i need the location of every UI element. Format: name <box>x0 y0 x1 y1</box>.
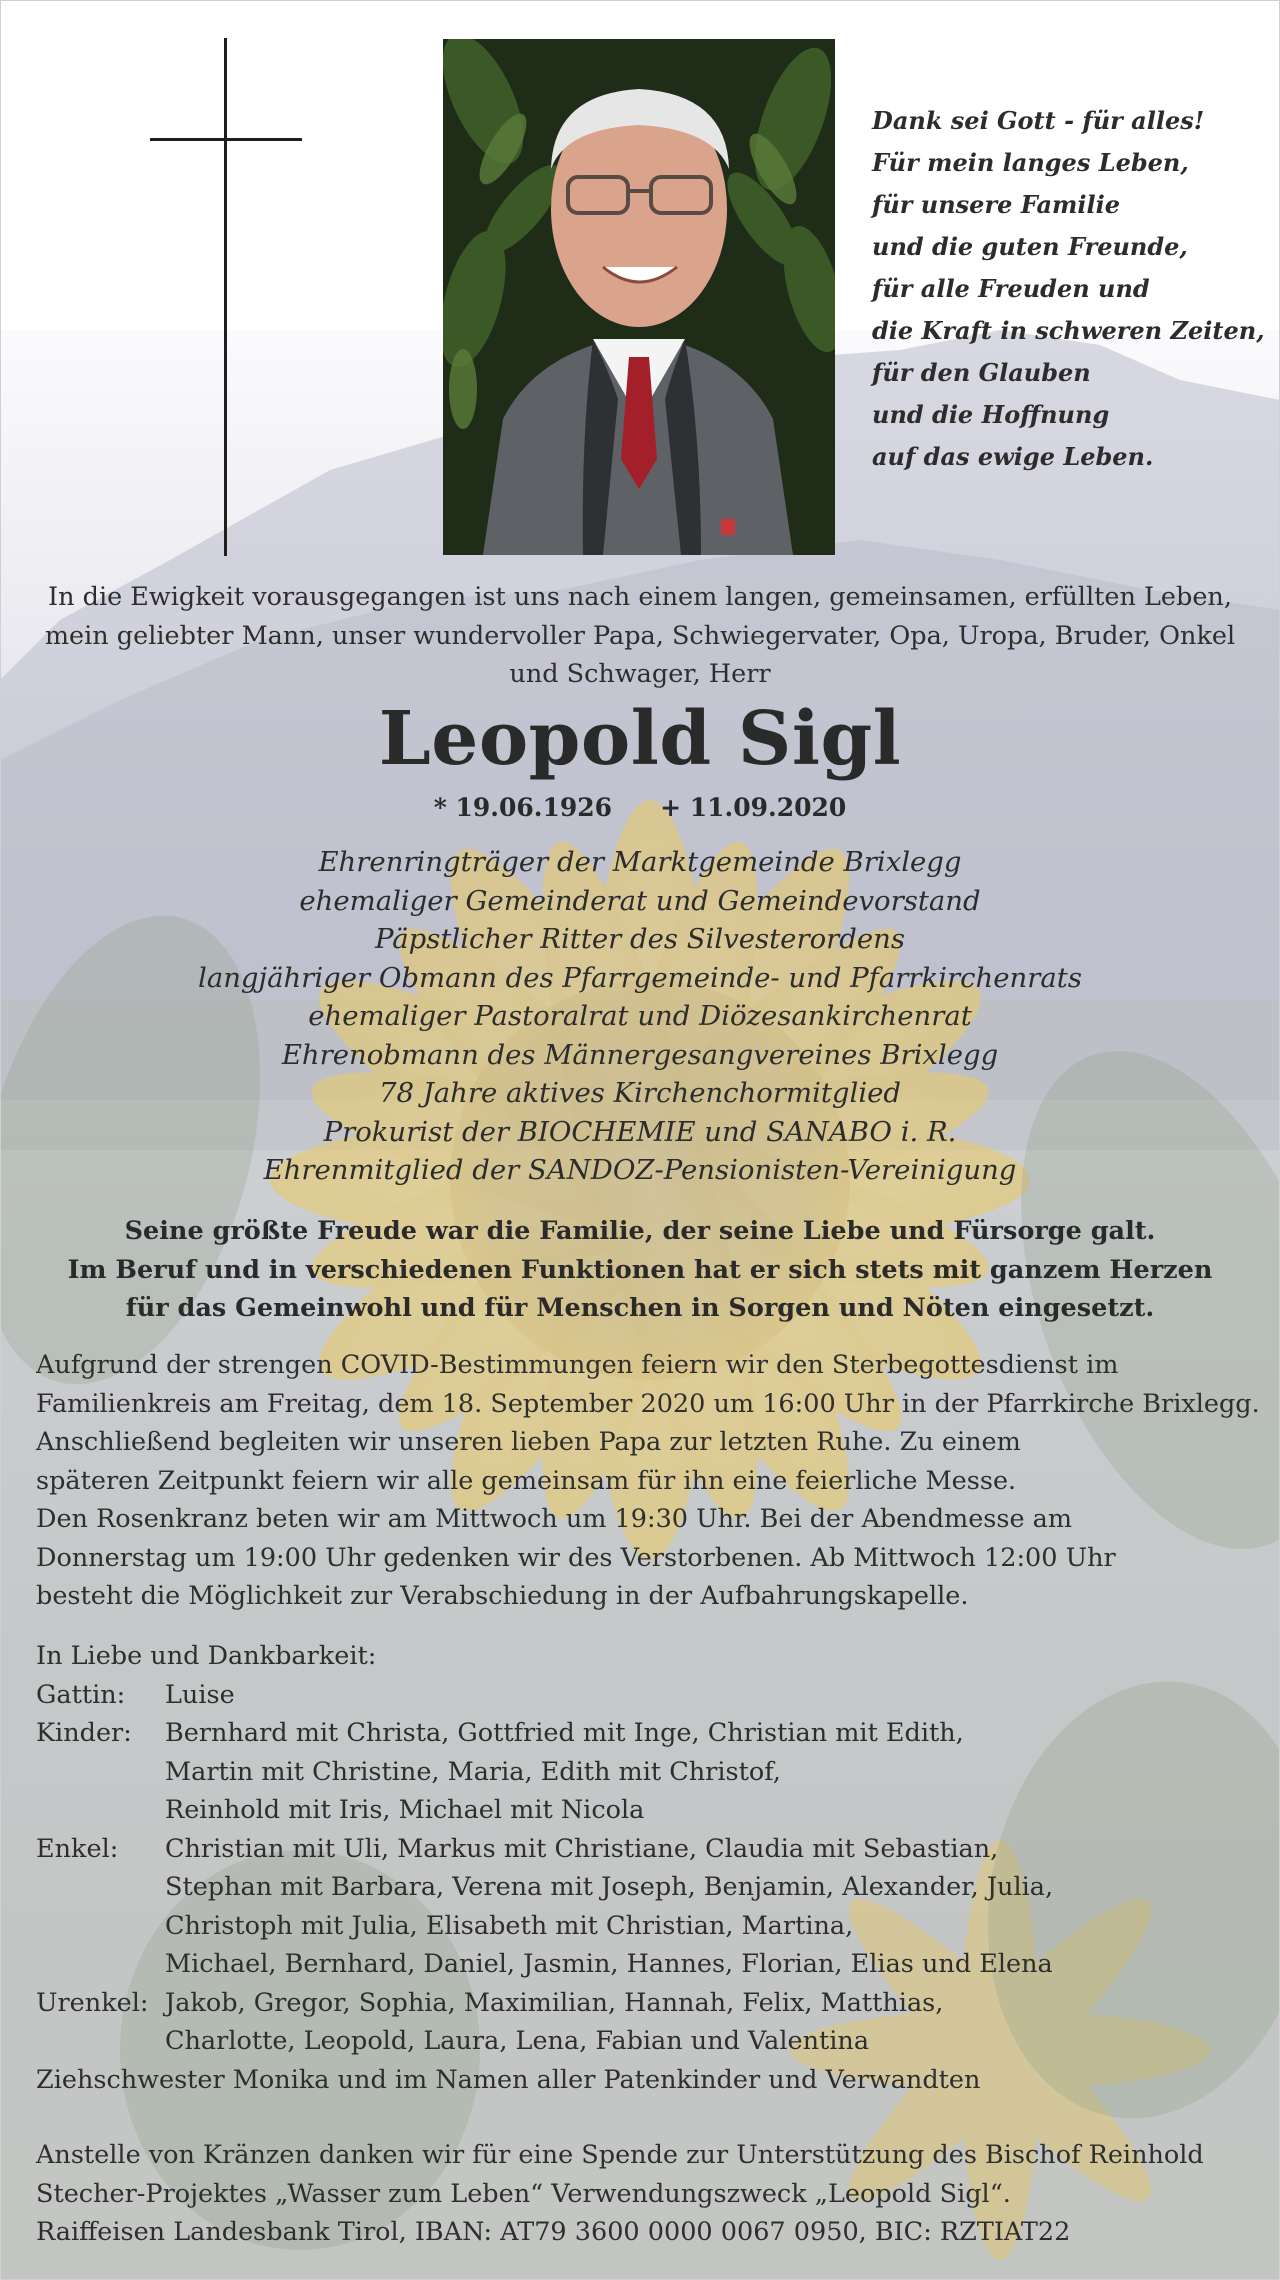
deceased-name: Leopold Sigl <box>378 696 902 782</box>
group-label: Urenkel: <box>36 1987 149 2018</box>
poem-line: für unsere Familie <box>872 190 1121 219</box>
group-line: Christian mit Uli, Markus mit Christiane, Claudia mit Sebastian, <box>165 1833 999 1864</box>
poem-line: auf das ewige Leben. <box>872 442 1154 471</box>
group-line: Christoph mit Julia, Elisabeth mit Christian, Martina, <box>165 1910 854 1941</box>
honor-item: ehemaliger Gemeinderat und Gemeindevorstand <box>299 884 981 917</box>
mourners-group <box>36 1830 1256 1984</box>
intro-line: und Schwager, Herr <box>509 659 771 689</box>
group-names <box>165 1714 964 1830</box>
group-line: Luise <box>165 1679 235 1710</box>
birth-date: * 19.06.1926 <box>433 793 613 822</box>
honor-item: ehemaliger Pastoralrat und Diözesankirchenrat <box>308 1000 972 1032</box>
group-line: Charlotte, Leopold, Laura, Lena, Fabian und Valentina <box>165 2026 870 2056</box>
tribute-line: Im Beruf und in verschiedenen Funktionen hat er sich stets mit ganzem Herzen <box>67 1254 1213 1285</box>
poem-line: für den Glauben <box>872 358 1091 387</box>
group-names <box>165 1830 1053 1984</box>
mourners-heading: In Liebe und Dankbarkeit: <box>36 1641 377 1671</box>
honor-item: 78 Jahre aktives Kirchenchormitglied <box>379 1077 901 1109</box>
poem-line: Für mein langes Leben, <box>872 148 1189 177</box>
notice-line: späteren Zeitpunkt feiern wir alle gemeinsam für ihn eine feierliche Messe. <box>36 1465 1017 1496</box>
group-line: Michael, Bernhard, Daniel, Jasmin, Hannes, Florian, Elias und Elena <box>165 1949 1053 1979</box>
mourners-closing: Ziehschwester Monika und im Namen aller Patenkinder und Verwandten <box>36 2064 981 2095</box>
group-line: Reinhold mit Iris, Michael mit Nicola <box>165 1795 645 1825</box>
honor-item: Prokurist der BIOCHEMIE und SANABO i. R. <box>323 1115 957 1148</box>
portrait-illustration <box>443 39 835 555</box>
mourners-group <box>36 1676 1256 1715</box>
group-names <box>165 1984 943 2061</box>
tribute-line: Seine größte Freude war die Familie, der seine Liebe und Fürsorge galt. <box>124 1216 1156 1246</box>
group-names <box>165 1676 235 1715</box>
poem-line: und die Hoffnung <box>872 400 1110 429</box>
tribute-text <box>0 1212 1280 1328</box>
notice-line: besteht die Möglichkeit zur Verabschiedung in der Aufbahrungskapelle. <box>36 1581 969 1611</box>
group-line: Bernhard mit Christa, Gottfried mit Inge, Christian mit Edith, <box>165 1718 964 1748</box>
poem-line: und die guten Freunde, <box>872 232 1188 261</box>
group-label: Enkel: <box>36 1833 119 1864</box>
intro-line: mein geliebter Mann, unser wundervoller Papa, Schwiegervater, Opa, Uropa, Bruder, Onkel <box>44 620 1236 651</box>
honor-item: langjähriger Obmann des Pfarrgemeinde- und Pfarrkirchenrats <box>198 961 1082 994</box>
intro-text <box>20 578 1260 694</box>
poem-line: für alle Freuden und <box>872 274 1150 303</box>
donation-line: Stecher-Projektes „Wasser zum Leben“ Verwendungszweck „Leopold Sigl“. <box>36 2178 1011 2209</box>
notice-line: Anschließend begleiten wir unseren lieben Papa zur letzten Ruhe. Zu einem <box>36 1427 1021 1457</box>
poem-line: die Kraft in schweren Zeiten, <box>872 316 1265 345</box>
mourners-group <box>36 1714 1256 1830</box>
group-label: Kinder: <box>36 1718 132 1748</box>
intro-line: In die Ewigkeit vorausgegangen ist uns nach einem langen, gemeinsamen, erfüllten Leben, <box>48 582 1232 612</box>
notice-line: Den Rosenkranz beten wir am Mittwoch um 19:30 Uhr. Bei der Abendmesse am <box>36 1504 1073 1534</box>
notice-line: Aufgrund der strengen COVID-Bestimmungen feiern wir den Sterbegottesdienst im <box>36 1350 1119 1380</box>
tribute-line: für das Gemeinwohl und für Menschen in Sorgen und Nöten eingesetzt. <box>125 1293 1155 1323</box>
cross-icon <box>150 38 302 556</box>
honor-item: Ehrenobmann des Männergesangvereines Brixlegg <box>281 1038 999 1071</box>
life-dates <box>0 790 1280 826</box>
mourners-group <box>36 1984 1256 2061</box>
notice-line: Donnerstag um 19:00 Uhr gedenken wir des Verstorbenen. Ab Mittwoch 12:00 Uhr <box>36 1542 1116 1573</box>
honors-list <box>0 843 1280 1190</box>
group-line: Martin mit Christine, Maria, Edith mit Christof, <box>165 1756 781 1787</box>
portrait-photo <box>443 39 835 555</box>
honor-item: Ehrenringträger der Marktgemeinde Brixlegg <box>318 846 962 878</box>
group-line: Stephan mit Barbara, Verena mit Joseph, Benjamin, Alexander, Julia, <box>165 1872 1054 1902</box>
poem <box>872 100 1272 478</box>
mourners-list <box>36 1637 1256 2099</box>
group-label: Gattin: <box>36 1679 126 1710</box>
group-line: Jakob, Gregor, Sophia, Maximilian, Hannah, Felix, Matthias, <box>165 1987 944 2018</box>
death-date: + 11.09.2020 <box>660 793 847 822</box>
poem-line: Dank sei Gott - für alles! <box>872 106 1205 135</box>
donation-notice <box>36 2136 1256 2252</box>
honor-item: Päpstlicher Ritter des Silvesterordens <box>374 923 906 955</box>
notice-line: Familienkreis am Freitag, dem 18. September 2020 um 16:00 Uhr in der Pfarrkirche Brixlegg. <box>36 1388 1260 1419</box>
funeral-notice <box>36 1346 1260 1616</box>
donation-line: Raiffeisen Landesbank Tirol, IBAN: AT79 3600 0000 0067 0950, BIC: RZTIAT22 <box>36 2217 1071 2247</box>
honor-item: Ehrenmitglied der SANDOZ-Pensionisten-Vereinigung <box>263 1154 1017 1186</box>
donation-line: Anstelle von Kränzen danken wir für eine Spende zur Unterstützung des Bischof Reinhold <box>36 2140 1204 2170</box>
